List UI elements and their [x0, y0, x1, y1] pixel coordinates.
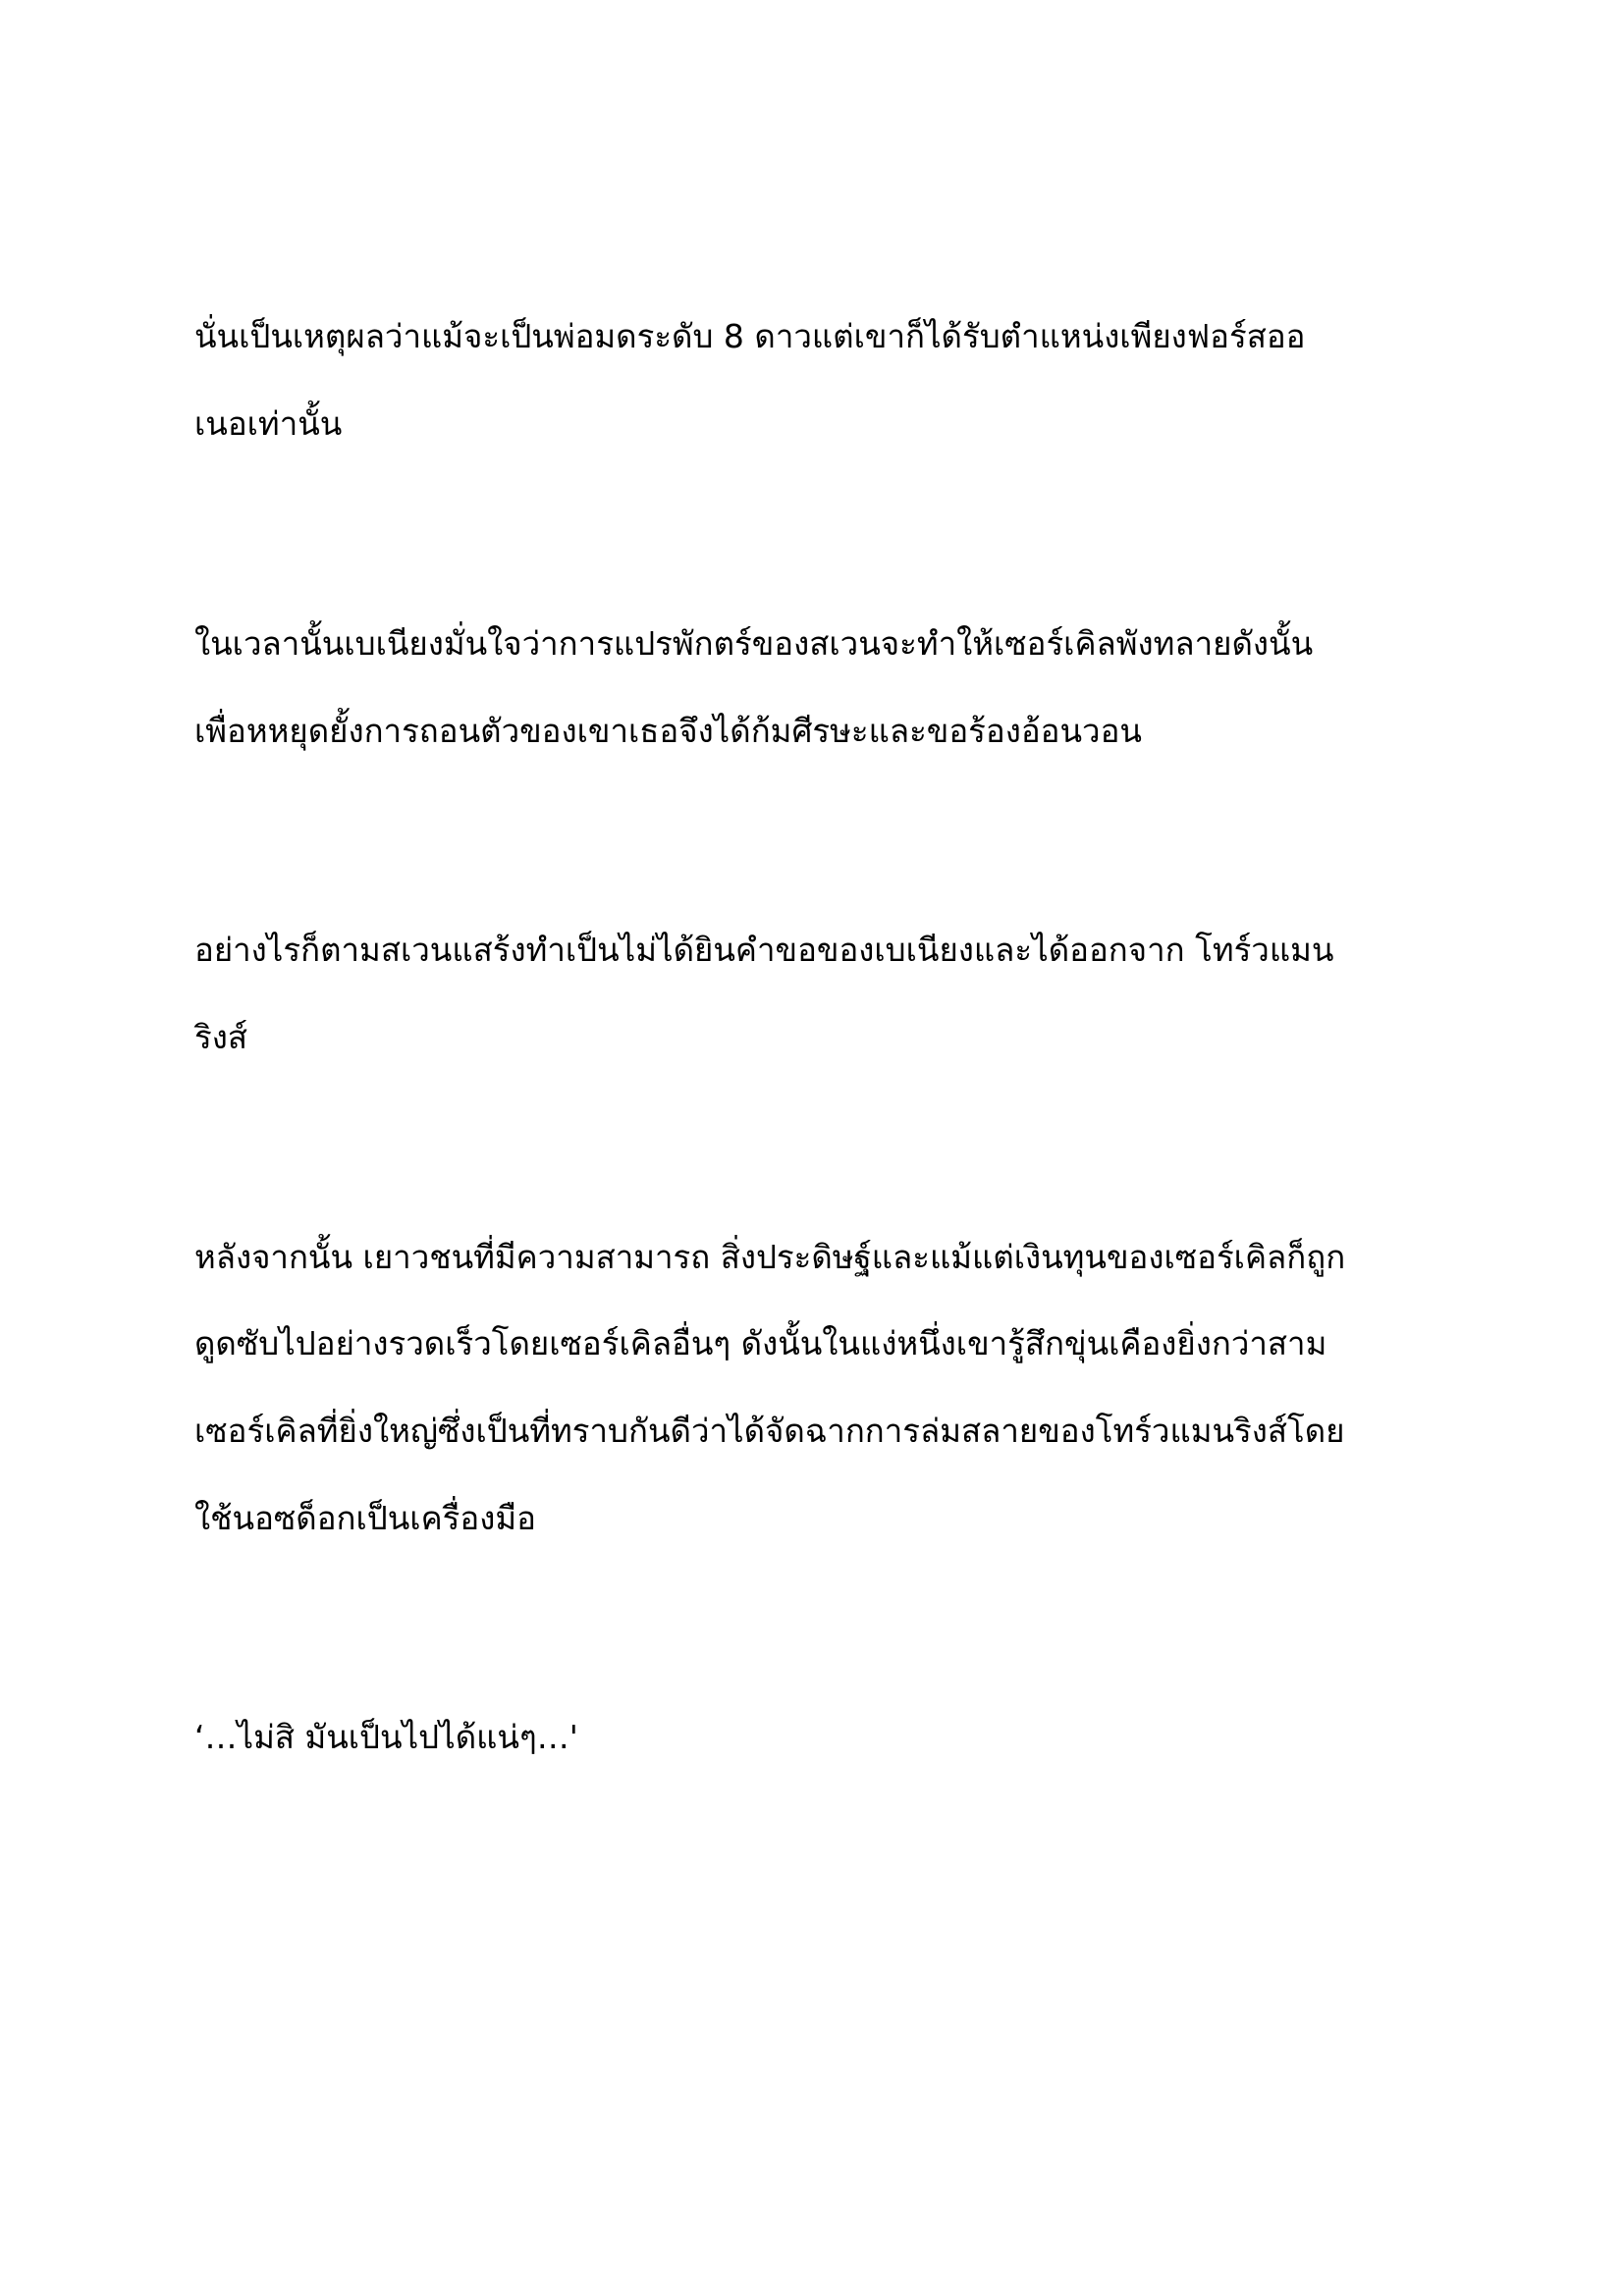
text-line: เนอเท่านั้น — [194, 404, 343, 443]
text-line: ริงส์ — [194, 1018, 247, 1056]
text-line: หลังจากนั้น เยาวชนที่มีความสามารถ สิ่งประดิษฐ์และแม้แต่เงินทุนของเซอร์เคิลก็ถูก — [194, 1238, 1346, 1276]
text-line: ในเวลานั้นเบเนียงมั่นใจว่าการแปรพักตร์ของสเวนจะทำให้เซอร์เคิลพังทลายดังนั้น — [194, 624, 1314, 663]
text-line: ‘…ไม่สิ มันเป็นไปได้แน่ๆ…' — [194, 1718, 578, 1756]
text-line: นั่นเป็นเหตุผลว่าแม้จะเป็นพ่อมดระดับ 8 ดาวแต่เขาก็ได้รับตำแหน่งเพียงฟอร์สออ — [194, 317, 1306, 355]
text-line: อย่างไรก็ตามสเวนแสร้งทำเป็นไม่ได้ยินคำขอของเบเนียงและได้ออกจาก โทร์วแมน — [194, 931, 1334, 969]
text-line: ใช้นอซด็อกเป็นเครื่องมือ — [194, 1499, 536, 1537]
text-line: ดูดซับไปอย่างรวดเร็วโดยเซอร์เคิลอื่นๆ ดังนั้นในแง่หนึ่งเขารู้สึกขุ่นเคืองยิ่งกว่าสาม — [194, 1324, 1327, 1362]
text-line: เพื่อหหยุดยั้งการถอนตัวของเขาเธอจึงได้ก้มศีรษะและขอร้องอ้อนวอน — [194, 712, 1142, 750]
text-line: เซอร์เคิลที่ยิ่งใหญ่ซึ่งเป็นที่ทราบกันดีว่าได้จัดฉากการล่มสลายของโทร์วแมนริงส์โดย — [194, 1412, 1345, 1450]
